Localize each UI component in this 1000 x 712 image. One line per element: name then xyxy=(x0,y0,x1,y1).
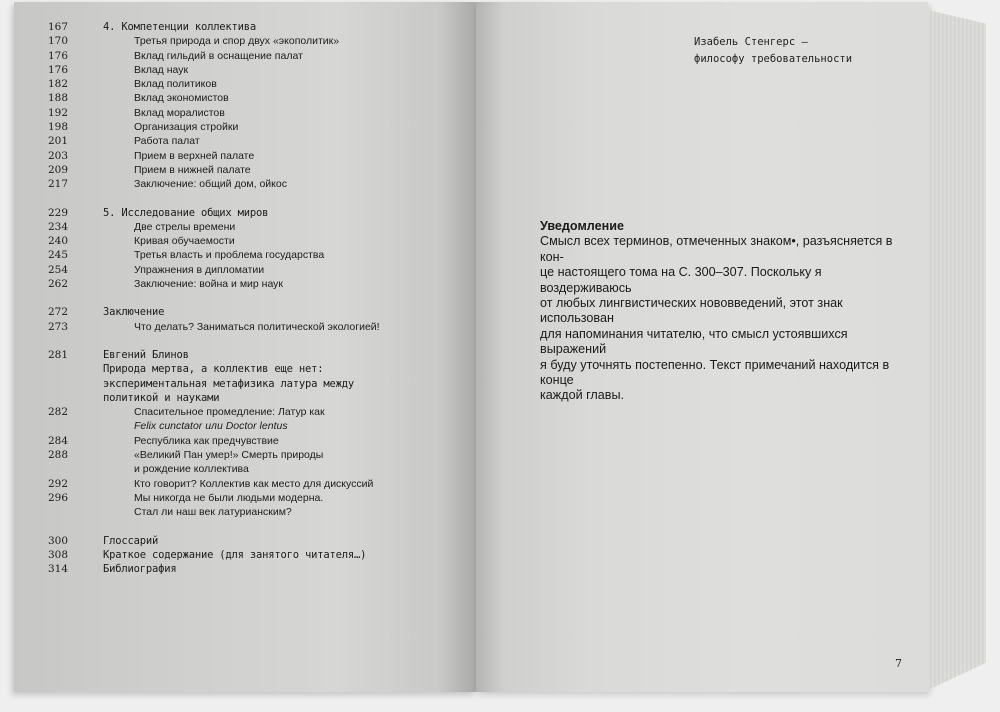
toc-page-number: 284 xyxy=(48,434,69,447)
toc-entry xyxy=(48,163,448,177)
toc-gap xyxy=(48,291,448,305)
page-edges xyxy=(928,10,986,690)
toc-entry-title: и рождение коллектива xyxy=(134,463,249,476)
notice-line: для напоминания читателю, что смысл устоявшихся выражений xyxy=(540,326,848,357)
toc-chapter-author: Евгений Блинов xyxy=(103,348,189,361)
toc-chapter-title: 5. Исследование общих миров xyxy=(103,206,269,219)
toc-chapter-title: Библиография xyxy=(103,563,177,576)
toc-entry-title: Вклад экономистов xyxy=(134,92,229,105)
toc-chapter-title: политикой и науками xyxy=(103,391,220,404)
toc-page-number: 209 xyxy=(48,163,69,176)
toc-entry-title: Мы никогда не были людьми модерна. xyxy=(134,491,324,504)
toc-page-number: 182 xyxy=(48,78,69,91)
toc-gap xyxy=(48,192,448,206)
toc-page-number: 282 xyxy=(48,406,69,419)
toc-chapter xyxy=(48,305,448,319)
toc-chapter-title: экспериментальная метафизика латура между xyxy=(103,377,354,390)
toc-chapter-line xyxy=(48,362,448,376)
toc-entry-title: Вклад наук xyxy=(134,63,189,76)
toc-entry xyxy=(48,177,448,191)
toc-page-number: 262 xyxy=(48,278,69,291)
toc-chapter-title: 4. Компетенции коллектива xyxy=(103,21,257,33)
toc-page-number: 288 xyxy=(48,449,69,462)
toc-entry xyxy=(48,91,448,105)
toc-entry xyxy=(48,134,448,148)
toc-page-number: 296 xyxy=(48,491,69,504)
toc-page-number: 217 xyxy=(48,178,69,191)
toc-entry xyxy=(48,405,448,419)
toc-entry-title: Вклад гильдий в оснащение палат xyxy=(134,49,303,62)
toc-page-number: 292 xyxy=(48,477,69,490)
toc-chapter-line xyxy=(48,391,448,405)
toc-page-number: 240 xyxy=(48,235,69,248)
toc-entry-title: Две стрелы времени xyxy=(134,220,236,233)
toc-entry xyxy=(48,320,448,334)
toc-entry-title: Прием в нижней палате xyxy=(134,163,251,176)
toc-page-number: 188 xyxy=(48,92,69,105)
toc-chapter xyxy=(48,534,448,548)
toc-entry-title: Третья власть и проблема государства xyxy=(134,249,325,262)
notice-line: я буду уточнять постепенно. Текст примечаний находится в конце xyxy=(540,357,890,388)
epigraph-line: Изабель Стенгерс — xyxy=(694,36,808,48)
toc-entry xyxy=(48,106,448,120)
toc-entry xyxy=(48,263,448,277)
toc-page-number: 234 xyxy=(48,220,69,233)
toc-entry xyxy=(48,120,448,134)
toc-chapter-title: Заключение xyxy=(103,306,165,319)
toc-entry-title: Что делать? Заниматься политической экологией! xyxy=(134,320,380,333)
toc-page-number: 192 xyxy=(48,106,69,119)
toc-chapter xyxy=(48,348,448,362)
toc-entry xyxy=(48,149,448,163)
notice-body xyxy=(540,234,915,403)
toc-entry-title: Прием в верхней палате xyxy=(134,149,255,162)
toc-page-number: 245 xyxy=(48,249,69,262)
toc-page-number: 176 xyxy=(48,63,69,76)
toc-chapter xyxy=(48,20,448,34)
notice-line: це настоящего тома на С. 300–307. Поскольку я воздерживаюсь xyxy=(540,265,822,295)
table-of-contents xyxy=(48,20,448,576)
toc-gap xyxy=(48,520,448,534)
toc-page-number: 308 xyxy=(48,548,69,561)
toc-entry-title: Вклад моралистов xyxy=(134,106,225,119)
toc-entry-title: Кривая обучаемости xyxy=(134,235,235,248)
toc-entry xyxy=(48,448,448,462)
epigraph-line: философу требовательности xyxy=(694,53,853,65)
toc-entry-title: «Великий Пан умер!» Смерть природы xyxy=(134,449,324,462)
toc-entry-title: Упражнения в дипломатии xyxy=(134,263,265,276)
toc-entry xyxy=(48,220,448,234)
toc-entry-title: Felix cunctator или Doctor lentus xyxy=(134,420,288,433)
toc-entry xyxy=(48,277,448,291)
toc-page-number: 314 xyxy=(48,563,69,576)
toc-page-number: 300 xyxy=(48,534,69,547)
toc-page-number: 281 xyxy=(48,348,69,361)
notice-block xyxy=(540,219,915,404)
toc-entry-title: Третья природа и спор двух «экополитик» xyxy=(134,35,340,48)
toc-entry xyxy=(48,434,448,448)
toc-entry-title: Вклад политиков xyxy=(134,78,217,91)
toc-chapter xyxy=(48,548,448,562)
toc-entry-title: Заключение: война и мир наук xyxy=(134,278,284,291)
epigraph xyxy=(694,34,894,68)
toc-page-number: 229 xyxy=(48,206,69,219)
toc-page-number: 273 xyxy=(48,320,69,333)
toc-entry-continuation xyxy=(48,419,448,433)
toc-page-number: 203 xyxy=(48,149,69,162)
notice-line: каждой главы. xyxy=(540,388,625,403)
toc-chapter-title: Природа мертва, а коллектив еще нет: xyxy=(103,363,324,376)
toc-page-number: 198 xyxy=(48,121,69,134)
toc-gap xyxy=(48,334,448,348)
toc-entry xyxy=(48,49,448,63)
toc-entry-continuation xyxy=(48,462,448,476)
toc-entry-title: Заключение: общий дом, ойкос xyxy=(134,178,287,191)
toc-chapter xyxy=(48,206,448,220)
toc-entry xyxy=(48,77,448,91)
toc-entry xyxy=(48,477,448,491)
toc-page-number: 176 xyxy=(48,49,69,62)
toc-entry-continuation xyxy=(48,505,448,519)
toc-chapter xyxy=(48,562,448,576)
toc-entry-title: Республика как предчувствие xyxy=(134,434,279,447)
toc-page-number: 272 xyxy=(48,306,69,319)
page-number: 7 xyxy=(895,657,902,670)
toc-page-number: 167 xyxy=(48,21,69,33)
toc-entry-title: Кто говорит? Коллектив как место для дискуссий xyxy=(134,477,374,490)
toc-chapter-line xyxy=(48,377,448,391)
toc-page-number: 201 xyxy=(48,135,69,148)
toc-page-number: 254 xyxy=(48,263,69,276)
toc-chapter-title: Краткое содержание (для занятого читателя…) xyxy=(103,548,367,561)
toc-entry xyxy=(48,248,448,262)
toc-entry xyxy=(48,234,448,248)
toc-chapter-title: Глоссарий xyxy=(103,534,159,547)
toc-entry xyxy=(48,491,448,505)
toc-entry-title: Организация стройки xyxy=(134,121,239,134)
toc-page-number: 170 xyxy=(48,35,69,48)
toc-entry-title: Работа палат xyxy=(134,135,200,148)
notice-line: от любых лингвистических нововведений, этот знак использован xyxy=(540,296,843,326)
notice-title: Уведомление xyxy=(540,219,624,233)
toc-entry xyxy=(48,63,448,77)
toc-entry xyxy=(48,34,448,48)
notice-line: Смысл всех терминов, отмеченных знаком•, разъясняется в кон- xyxy=(540,234,893,264)
toc-entry-title: Спасительное промедление: Латур как xyxy=(134,406,325,419)
toc-entry-title: Стал ли наш век латурианским? xyxy=(134,506,292,519)
